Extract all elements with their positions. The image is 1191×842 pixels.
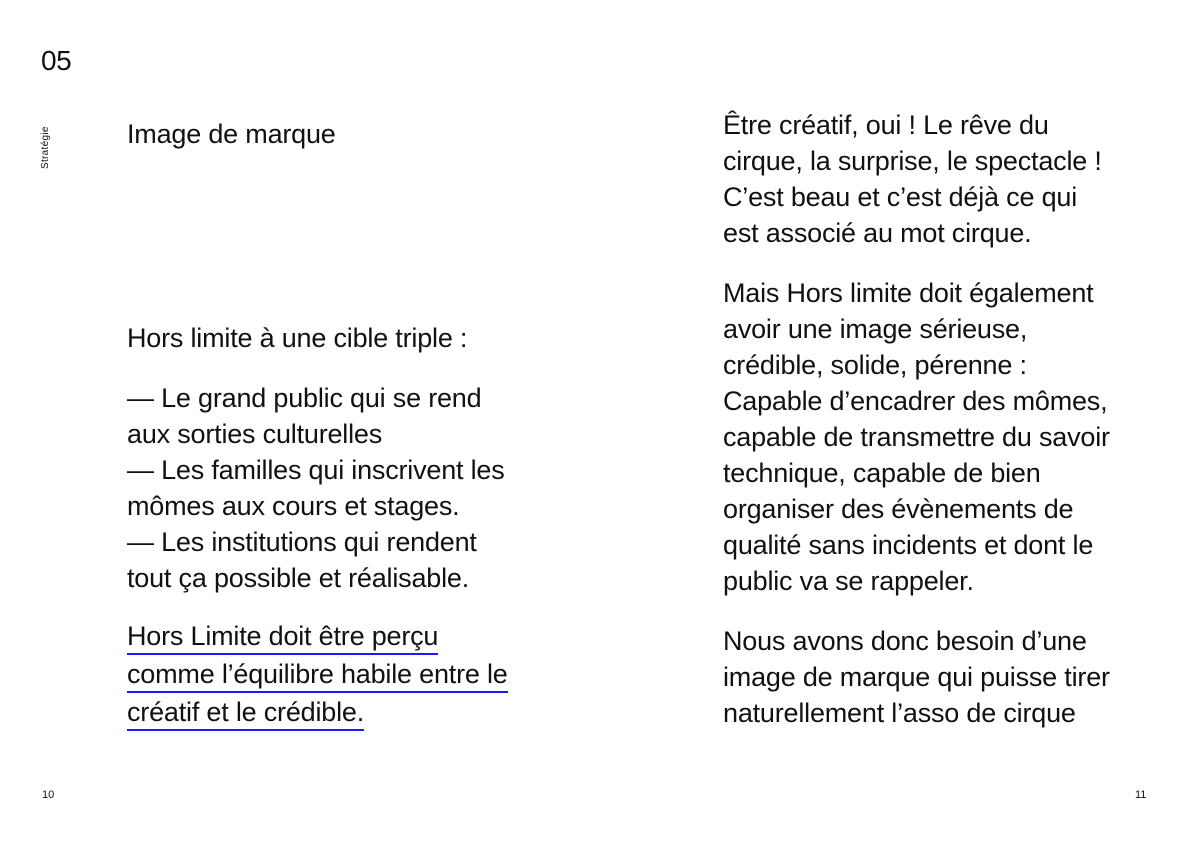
paragraph-serious — [723, 275, 1163, 599]
text-line: est associé au mot cirque. — [723, 218, 1032, 248]
text-line: tout ça possible et réalisable. — [127, 563, 470, 593]
text-line: naturellement l’asso de cirque — [723, 698, 1076, 728]
text-line: — Les familles qui inscrivent les — [127, 455, 505, 485]
text-line: public va se rappeler. — [723, 566, 974, 596]
text-line: — Le grand public qui se rend — [127, 383, 482, 413]
text-line: organiser des évènements de — [723, 494, 1074, 524]
text-line: Hors limite à une cible triple : — [127, 323, 468, 353]
paragraph-creative — [723, 107, 1163, 251]
text-line: Nous avons donc besoin d’une — [723, 626, 1087, 656]
text-line: qualité sans incidents et dont le — [723, 530, 1094, 560]
highlighted-line: Hors Limite doit être perçu — [127, 620, 438, 655]
target-list — [127, 380, 587, 596]
highlighted-line: comme l’équilibre habile entre le — [127, 658, 508, 693]
chapter-number: 05 — [41, 45, 72, 76]
page-number-right: 11 — [1135, 789, 1147, 801]
right-column — [723, 107, 1163, 755]
text-line: Être créatif, oui ! Le rêve du — [723, 110, 1049, 140]
page-number-left: 10 — [42, 789, 55, 801]
text-line: avoir une image sérieuse, — [723, 314, 1028, 344]
text-line: technique, capable de bien — [723, 458, 1041, 488]
text-line: crédible, solide, pérenne : — [723, 350, 1027, 380]
text-line: aux sorties culturelles — [127, 419, 383, 449]
highlighted-statement — [127, 620, 587, 731]
text-line: capable de transmettre du savoir — [723, 422, 1110, 452]
paragraph-conclusion — [723, 623, 1163, 731]
page-title: Image de marque — [127, 119, 336, 149]
text-line: — Les institutions qui rendent — [127, 527, 477, 557]
text-line: cirque, la surprise, le spectacle ! — [723, 146, 1102, 176]
text-line: mômes aux cours et stages. — [127, 491, 460, 521]
target-intro — [127, 320, 587, 356]
text-line: Capable d’encadrer des mômes, — [723, 386, 1108, 416]
text-line: Mais Hors limite doit également — [723, 278, 1094, 308]
text-line: image de marque qui puisse tirer — [723, 662, 1110, 692]
section-label: Stratégie — [40, 126, 51, 169]
text-line: C’est beau et c’est déjà ce qui — [723, 182, 1078, 212]
left-column — [127, 320, 587, 755]
highlighted-line: créatif et le crédible. — [127, 696, 364, 731]
